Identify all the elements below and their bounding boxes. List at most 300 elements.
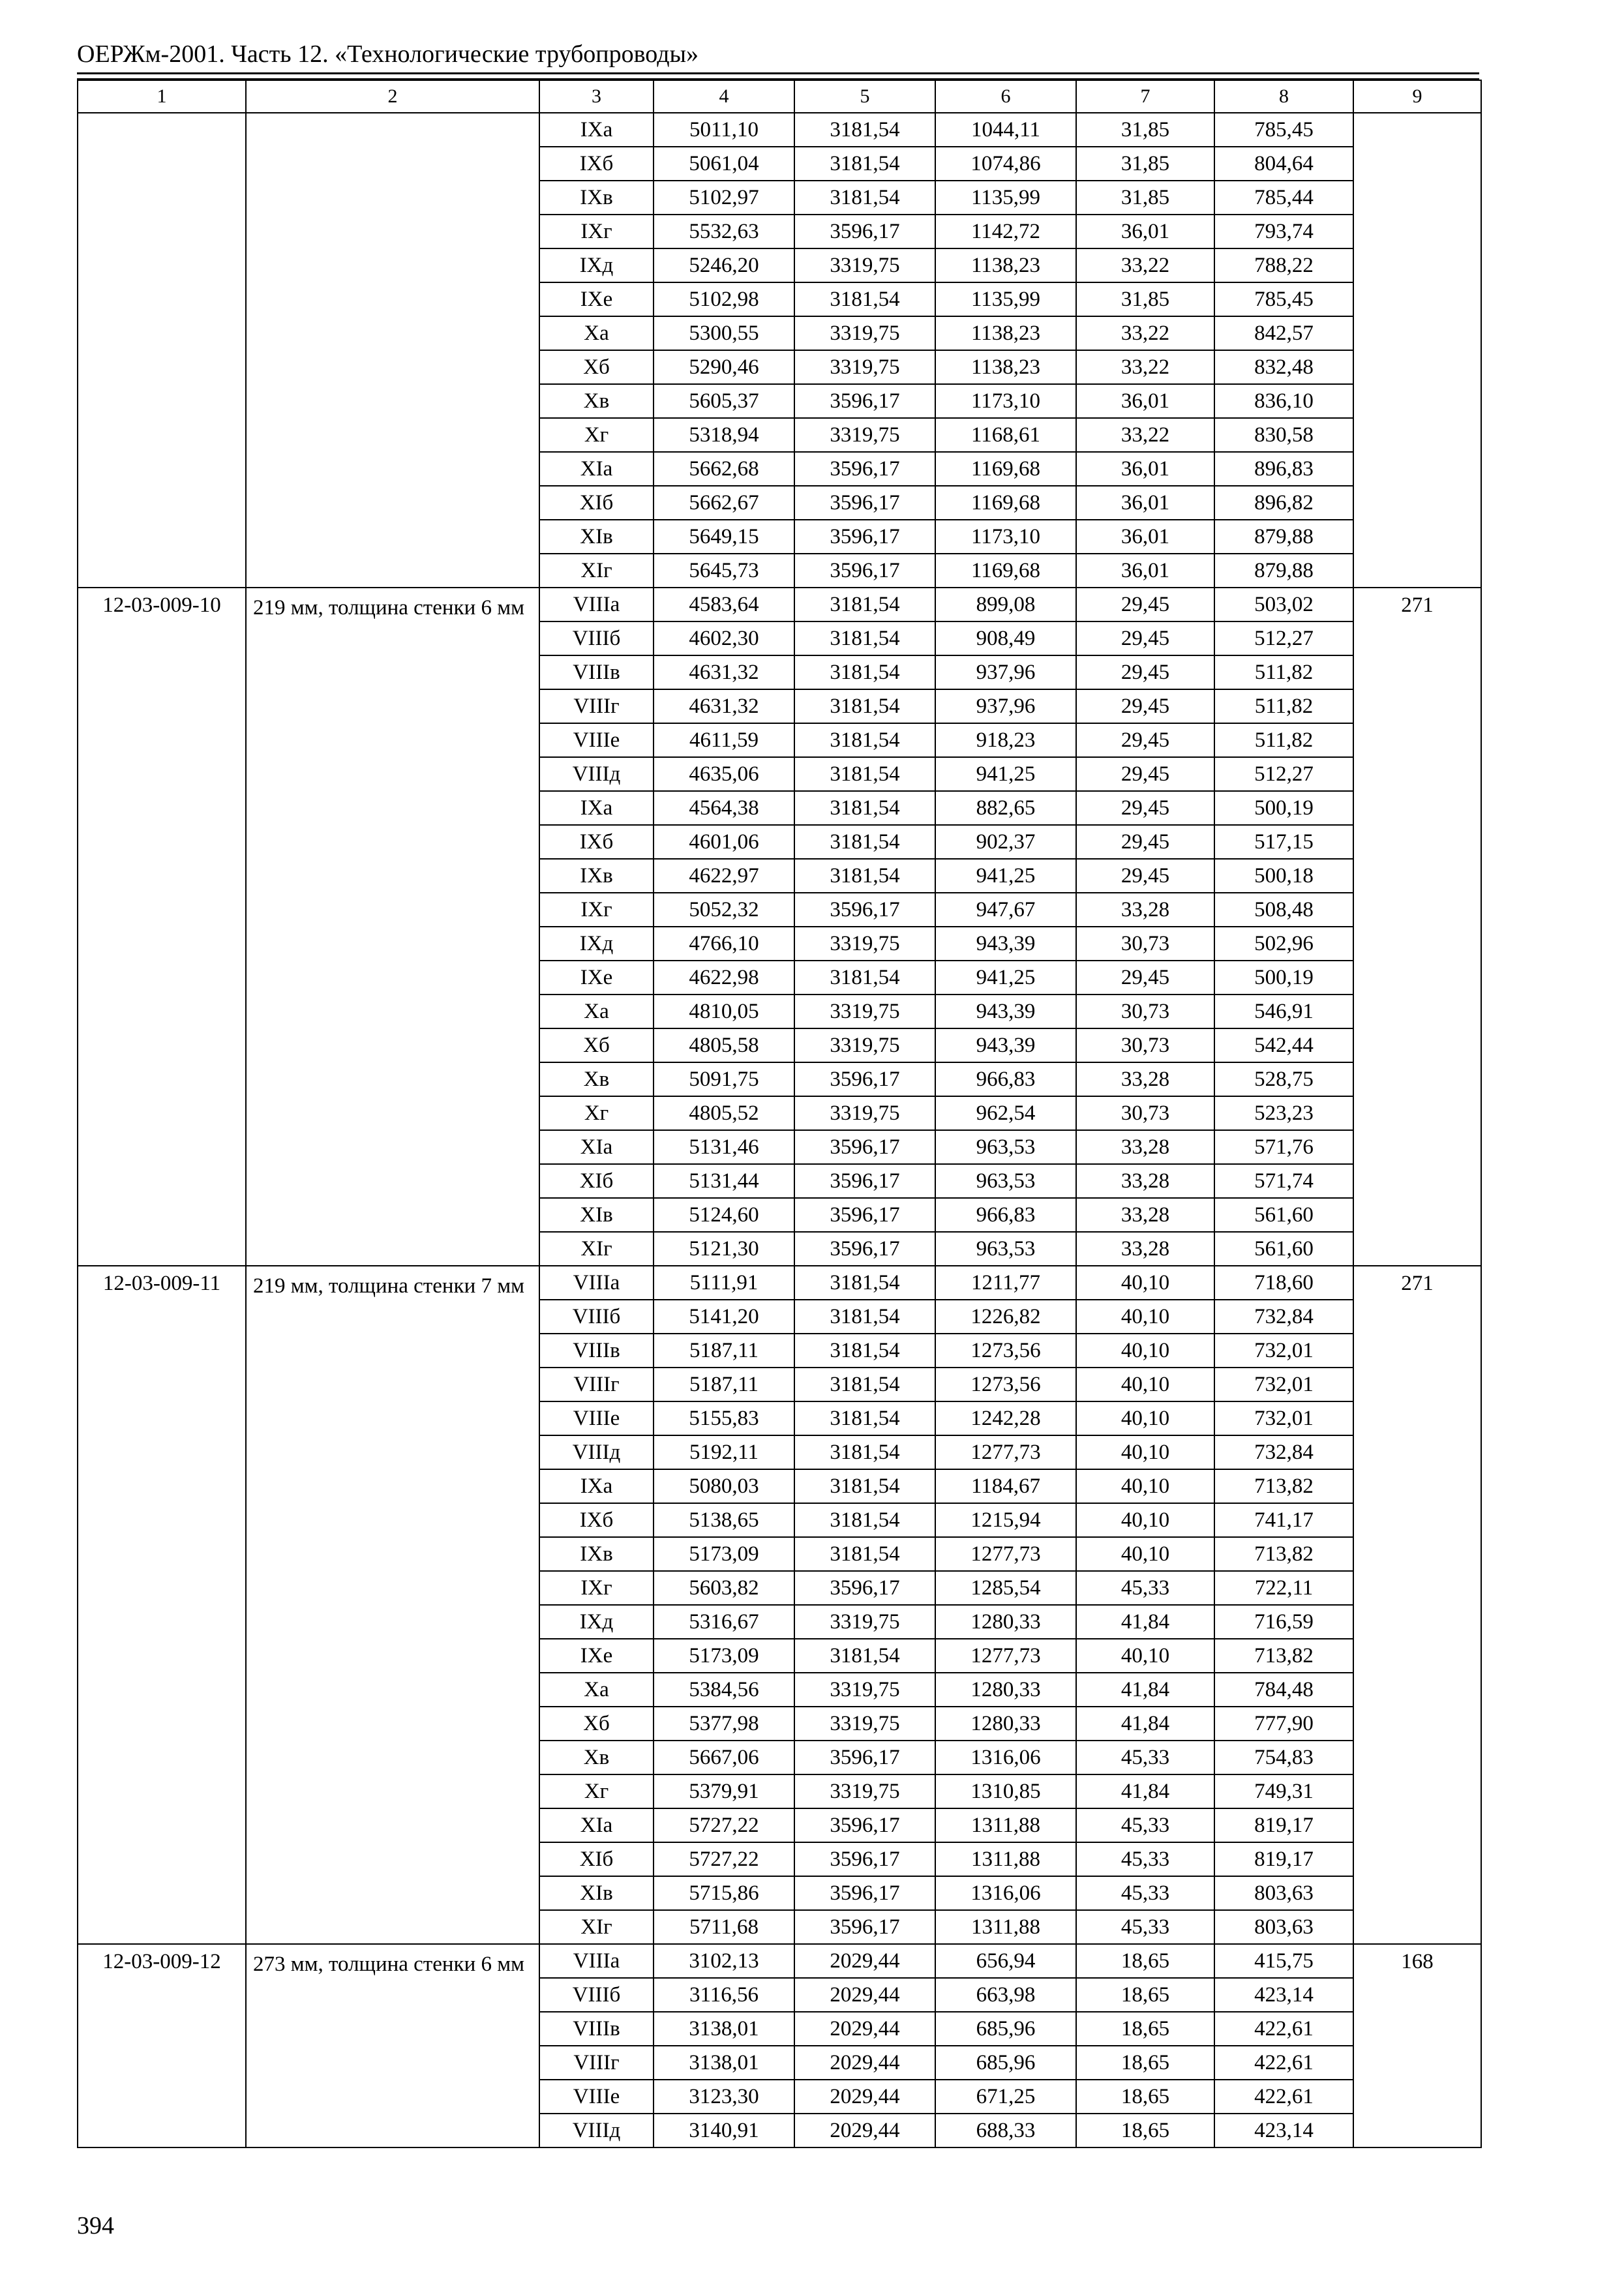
- zone-cell: IXд: [539, 248, 654, 282]
- driver-wage-cell: 45,33: [1076, 1571, 1214, 1605]
- machine-cost-cell: 1311,88: [935, 1910, 1076, 1944]
- labor-cost-cell: 3181,54: [794, 621, 935, 655]
- total-cost-cell: 5715,86: [654, 1876, 794, 1910]
- total-cost-cell: 3123,30: [654, 2080, 794, 2114]
- machine-cost-cell: 671,25: [935, 2080, 1076, 2114]
- zone-cell: VIIIв: [539, 655, 654, 689]
- materials-cost-cell: 804,64: [1214, 147, 1353, 181]
- labor-cost-cell: 3596,17: [794, 1842, 935, 1876]
- rates-table: [77, 80, 1482, 2148]
- labor-cost-cell: 3596,17: [794, 1198, 935, 1232]
- total-cost-cell: 3116,56: [654, 1978, 794, 2012]
- machine-cost-cell: 1184,67: [935, 1469, 1076, 1503]
- driver-wage-cell: 36,01: [1076, 520, 1214, 554]
- total-cost-cell: 5379,91: [654, 1774, 794, 1808]
- total-cost-cell: 3102,13: [654, 1944, 794, 1978]
- total-cost-cell: 5192,11: [654, 1435, 794, 1469]
- zone-cell: XIг: [539, 1232, 654, 1266]
- machine-cost-cell: 908,49: [935, 621, 1076, 655]
- labor-cost-cell: 3596,17: [794, 1164, 935, 1198]
- total-cost-cell: 4601,06: [654, 825, 794, 859]
- labor-cost-cell: 3181,54: [794, 961, 935, 995]
- labor-cost-cell: 2029,44: [794, 2046, 935, 2080]
- materials-cost-cell: 718,60: [1214, 1266, 1353, 1300]
- machine-cost-cell: 1138,23: [935, 248, 1076, 282]
- machine-cost-cell: 947,67: [935, 893, 1076, 927]
- driver-wage-cell: 31,85: [1076, 282, 1214, 316]
- driver-wage-cell: 29,45: [1076, 723, 1214, 757]
- machine-cost-cell: 1168,61: [935, 418, 1076, 452]
- materials-cost-cell: 523,23: [1214, 1096, 1353, 1130]
- labor-cost-cell: 3181,54: [794, 1300, 935, 1334]
- machine-cost-cell: 1169,68: [935, 452, 1076, 486]
- column-number-cell: 5: [794, 80, 935, 113]
- header-rule-thick: [77, 72, 1479, 74]
- total-cost-cell: 5102,98: [654, 282, 794, 316]
- item-code-cell: 12-03-009-12: [78, 1944, 246, 2147]
- materials-cost-cell: 741,17: [1214, 1503, 1353, 1537]
- machine-cost-cell: 1226,82: [935, 1300, 1076, 1334]
- total-cost-cell: 5111,91: [654, 1266, 794, 1300]
- total-cost-cell: 5011,10: [654, 113, 794, 147]
- materials-cost-cell: 819,17: [1214, 1808, 1353, 1842]
- materials-cost-cell: 502,96: [1214, 927, 1353, 961]
- total-cost-cell: 3138,01: [654, 2012, 794, 2046]
- zone-cell: VIIIе: [539, 2080, 654, 2114]
- total-cost-cell: 5316,67: [654, 1605, 794, 1639]
- zone-cell: XIв: [539, 1198, 654, 1232]
- driver-wage-cell: 40,10: [1076, 1503, 1214, 1537]
- total-cost-cell: 5187,11: [654, 1334, 794, 1368]
- total-cost-cell: 5532,63: [654, 215, 794, 248]
- materials-cost-cell: 512,27: [1214, 757, 1353, 791]
- labor-cost-cell: 3181,54: [794, 1435, 935, 1469]
- total-cost-cell: 4583,64: [654, 588, 794, 621]
- labor-cost-cell: 3319,75: [794, 1774, 935, 1808]
- zone-cell: IXе: [539, 282, 654, 316]
- machine-cost-cell: 943,39: [935, 1028, 1076, 1062]
- machine-cost-cell: 1273,56: [935, 1368, 1076, 1401]
- item-description-cell: [246, 113, 539, 588]
- materials-cost-cell: 713,82: [1214, 1639, 1353, 1673]
- item-description-cell: 219 мм, толщина стенки 7 мм: [246, 1266, 539, 1944]
- zone-cell: Xг: [539, 418, 654, 452]
- zone-cell: IXв: [539, 859, 654, 893]
- driver-wage-cell: 18,65: [1076, 2012, 1214, 2046]
- materials-cost-cell: 819,17: [1214, 1842, 1353, 1876]
- driver-wage-cell: 40,10: [1076, 1469, 1214, 1503]
- total-cost-cell: 4805,52: [654, 1096, 794, 1130]
- machine-cost-cell: 663,98: [935, 1978, 1076, 2012]
- zone-cell: VIIIв: [539, 1334, 654, 1368]
- machine-cost-cell: 1135,99: [935, 282, 1076, 316]
- zone-cell: VIIIд: [539, 2114, 654, 2147]
- total-cost-cell: 5290,46: [654, 350, 794, 384]
- driver-wage-cell: 45,33: [1076, 1876, 1214, 1910]
- machine-cost-cell: 1173,10: [935, 520, 1076, 554]
- labor-cost-cell: 3181,54: [794, 655, 935, 689]
- machine-cost-cell: 688,33: [935, 2114, 1076, 2147]
- driver-wage-cell: 29,45: [1076, 859, 1214, 893]
- labor-hours-cell: 271: [1353, 1266, 1481, 1944]
- labor-cost-cell: 3319,75: [794, 418, 935, 452]
- labor-cost-cell: 3181,54: [794, 1537, 935, 1571]
- zone-cell: IXв: [539, 1537, 654, 1571]
- column-number-cell: 1: [78, 80, 246, 113]
- machine-cost-cell: 1280,33: [935, 1707, 1076, 1741]
- labor-cost-cell: 3596,17: [794, 1910, 935, 1944]
- zone-cell: IXг: [539, 215, 654, 248]
- driver-wage-cell: 33,28: [1076, 1164, 1214, 1198]
- total-cost-cell: 5187,11: [654, 1368, 794, 1401]
- total-cost-cell: 4805,58: [654, 1028, 794, 1062]
- driver-wage-cell: 29,45: [1076, 791, 1214, 825]
- driver-wage-cell: 33,28: [1076, 1062, 1214, 1096]
- materials-cost-cell: 716,59: [1214, 1605, 1353, 1639]
- machine-cost-cell: 962,54: [935, 1096, 1076, 1130]
- total-cost-cell: 5645,73: [654, 554, 794, 588]
- total-cost-cell: 4635,06: [654, 757, 794, 791]
- materials-cost-cell: 788,22: [1214, 248, 1353, 282]
- materials-cost-cell: 713,82: [1214, 1537, 1353, 1571]
- column-number-cell: 8: [1214, 80, 1353, 113]
- zone-cell: VIIIг: [539, 1368, 654, 1401]
- machine-cost-cell: 1285,54: [935, 1571, 1076, 1605]
- zone-cell: IXд: [539, 927, 654, 961]
- labor-cost-cell: 3596,17: [794, 554, 935, 588]
- materials-cost-cell: 749,31: [1214, 1774, 1353, 1808]
- zone-cell: IXа: [539, 791, 654, 825]
- materials-cost-cell: 511,82: [1214, 655, 1353, 689]
- zone-cell: IXб: [539, 1503, 654, 1537]
- machine-cost-cell: 943,39: [935, 927, 1076, 961]
- labor-cost-cell: 3181,54: [794, 723, 935, 757]
- driver-wage-cell: 30,73: [1076, 1028, 1214, 1062]
- total-cost-cell: 4602,30: [654, 621, 794, 655]
- total-cost-cell: 5662,68: [654, 452, 794, 486]
- machine-cost-cell: 941,25: [935, 859, 1076, 893]
- driver-wage-cell: 18,65: [1076, 2114, 1214, 2147]
- total-cost-cell: 4622,97: [654, 859, 794, 893]
- machine-cost-cell: 1215,94: [935, 1503, 1076, 1537]
- machine-cost-cell: 1280,33: [935, 1673, 1076, 1707]
- materials-cost-cell: 879,88: [1214, 520, 1353, 554]
- driver-wage-cell: 18,65: [1076, 1944, 1214, 1978]
- materials-cost-cell: 793,74: [1214, 215, 1353, 248]
- driver-wage-cell: 29,45: [1076, 757, 1214, 791]
- zone-cell: XIб: [539, 486, 654, 520]
- total-cost-cell: 5131,46: [654, 1130, 794, 1164]
- machine-cost-cell: 882,65: [935, 791, 1076, 825]
- zone-cell: Xв: [539, 1062, 654, 1096]
- labor-cost-cell: 3181,54: [794, 1401, 935, 1435]
- zone-cell: IXе: [539, 1639, 654, 1673]
- driver-wage-cell: 40,10: [1076, 1401, 1214, 1435]
- materials-cost-cell: 896,83: [1214, 452, 1353, 486]
- table-row: [78, 588, 1481, 621]
- labor-cost-cell: 3596,17: [794, 520, 935, 554]
- column-number-cell: 3: [539, 80, 654, 113]
- materials-cost-cell: 571,76: [1214, 1130, 1353, 1164]
- materials-cost-cell: 528,75: [1214, 1062, 1353, 1096]
- materials-cost-cell: 830,58: [1214, 418, 1353, 452]
- total-cost-cell: 5727,22: [654, 1808, 794, 1842]
- materials-cost-cell: 754,83: [1214, 1741, 1353, 1774]
- machine-cost-cell: 656,94: [935, 1944, 1076, 1978]
- labor-cost-cell: 3181,54: [794, 147, 935, 181]
- machine-cost-cell: 1277,73: [935, 1435, 1076, 1469]
- driver-wage-cell: 33,22: [1076, 316, 1214, 350]
- labor-hours-cell: [1353, 113, 1481, 588]
- driver-wage-cell: 33,22: [1076, 418, 1214, 452]
- driver-wage-cell: 40,10: [1076, 1435, 1214, 1469]
- machine-cost-cell: 941,25: [935, 961, 1076, 995]
- table-body: [78, 80, 1481, 2147]
- zone-cell: VIIIб: [539, 1300, 654, 1334]
- table-row: [78, 113, 1481, 147]
- zone-cell: VIIIд: [539, 757, 654, 791]
- labor-cost-cell: 3596,17: [794, 1130, 935, 1164]
- zone-cell: XIв: [539, 520, 654, 554]
- driver-wage-cell: 45,33: [1076, 1910, 1214, 1944]
- materials-cost-cell: 508,48: [1214, 893, 1353, 927]
- driver-wage-cell: 29,45: [1076, 655, 1214, 689]
- total-cost-cell: 5080,03: [654, 1469, 794, 1503]
- zone-cell: Xа: [539, 1673, 654, 1707]
- item-code-cell: [78, 113, 246, 588]
- machine-cost-cell: 937,96: [935, 689, 1076, 723]
- zone-cell: Xа: [539, 316, 654, 350]
- materials-cost-cell: 713,82: [1214, 1469, 1353, 1503]
- materials-cost-cell: 503,02: [1214, 588, 1353, 621]
- driver-wage-cell: 29,45: [1076, 588, 1214, 621]
- labor-cost-cell: 3596,17: [794, 1571, 935, 1605]
- driver-wage-cell: 40,10: [1076, 1334, 1214, 1368]
- driver-wage-cell: 36,01: [1076, 384, 1214, 418]
- labor-cost-cell: 3181,54: [794, 757, 935, 791]
- machine-cost-cell: 685,96: [935, 2046, 1076, 2080]
- zone-cell: XIа: [539, 1130, 654, 1164]
- labor-cost-cell: 3596,17: [794, 1062, 935, 1096]
- materials-cost-cell: 500,18: [1214, 859, 1353, 893]
- driver-wage-cell: 40,10: [1076, 1300, 1214, 1334]
- zone-cell: XIа: [539, 1808, 654, 1842]
- machine-cost-cell: 1211,77: [935, 1266, 1076, 1300]
- machine-cost-cell: 1138,23: [935, 316, 1076, 350]
- materials-cost-cell: 896,82: [1214, 486, 1353, 520]
- labor-cost-cell: 3596,17: [794, 384, 935, 418]
- driver-wage-cell: 31,85: [1076, 181, 1214, 215]
- labor-cost-cell: 3181,54: [794, 282, 935, 316]
- total-cost-cell: 5300,55: [654, 316, 794, 350]
- machine-cost-cell: 1044,11: [935, 113, 1076, 147]
- materials-cost-cell: 836,10: [1214, 384, 1353, 418]
- machine-cost-cell: 1142,72: [935, 215, 1076, 248]
- labor-cost-cell: 3596,17: [794, 452, 935, 486]
- labor-cost-cell: 3181,54: [794, 791, 935, 825]
- driver-wage-cell: 33,28: [1076, 1198, 1214, 1232]
- machine-cost-cell: 1173,10: [935, 384, 1076, 418]
- zone-cell: VIIIг: [539, 2046, 654, 2080]
- driver-wage-cell: 29,45: [1076, 689, 1214, 723]
- labor-cost-cell: 2029,44: [794, 2080, 935, 2114]
- zone-cell: IXа: [539, 1469, 654, 1503]
- zone-cell: VIIIа: [539, 1944, 654, 1978]
- machine-cost-cell: 937,96: [935, 655, 1076, 689]
- labor-cost-cell: 2029,44: [794, 1978, 935, 2012]
- machine-cost-cell: 943,39: [935, 995, 1076, 1028]
- zone-cell: IXб: [539, 825, 654, 859]
- machine-cost-cell: 1311,88: [935, 1842, 1076, 1876]
- labor-cost-cell: 3181,54: [794, 859, 935, 893]
- machine-cost-cell: 918,23: [935, 723, 1076, 757]
- labor-cost-cell: 3596,17: [794, 1808, 935, 1842]
- machine-cost-cell: 941,25: [935, 757, 1076, 791]
- labor-cost-cell: 3319,75: [794, 1605, 935, 1639]
- materials-cost-cell: 732,01: [1214, 1334, 1353, 1368]
- zone-cell: Xб: [539, 350, 654, 384]
- labor-cost-cell: 3181,54: [794, 181, 935, 215]
- zone-cell: IXг: [539, 1571, 654, 1605]
- driver-wage-cell: 18,65: [1076, 2046, 1214, 2080]
- column-number-cell: 7: [1076, 80, 1214, 113]
- machine-cost-cell: 1311,88: [935, 1808, 1076, 1842]
- labor-cost-cell: 3319,75: [794, 316, 935, 350]
- machine-cost-cell: 902,37: [935, 825, 1076, 859]
- total-cost-cell: 5138,65: [654, 1503, 794, 1537]
- zone-cell: VIIIе: [539, 723, 654, 757]
- labor-cost-cell: 3319,75: [794, 1028, 935, 1062]
- driver-wage-cell: 40,10: [1076, 1639, 1214, 1673]
- total-cost-cell: 5603,82: [654, 1571, 794, 1605]
- machine-cost-cell: 1280,33: [935, 1605, 1076, 1639]
- driver-wage-cell: 18,65: [1076, 1978, 1214, 2012]
- machine-cost-cell: 966,83: [935, 1198, 1076, 1232]
- materials-cost-cell: 722,11: [1214, 1571, 1353, 1605]
- materials-cost-cell: 732,84: [1214, 1300, 1353, 1334]
- labor-cost-cell: 3181,54: [794, 1266, 935, 1300]
- column-number-cell: 9: [1353, 80, 1481, 113]
- labor-cost-cell: 3319,75: [794, 995, 935, 1028]
- materials-cost-cell: 422,61: [1214, 2080, 1353, 2114]
- total-cost-cell: 5667,06: [654, 1741, 794, 1774]
- zone-cell: VIIIб: [539, 621, 654, 655]
- materials-cost-cell: 511,82: [1214, 723, 1353, 757]
- driver-wage-cell: 36,01: [1076, 486, 1214, 520]
- column-number-cell: 4: [654, 80, 794, 113]
- item-description-cell: 273 мм, толщина стенки 6 мм: [246, 1944, 539, 2147]
- zone-cell: VIIIа: [539, 588, 654, 621]
- driver-wage-cell: 18,65: [1076, 2080, 1214, 2114]
- labor-cost-cell: 3596,17: [794, 893, 935, 927]
- machine-cost-cell: 1277,73: [935, 1639, 1076, 1673]
- labor-cost-cell: 2029,44: [794, 2012, 935, 2046]
- zone-cell: XIб: [539, 1842, 654, 1876]
- total-cost-cell: 5173,09: [654, 1639, 794, 1673]
- column-number-cell: 2: [246, 80, 539, 113]
- item-description-cell: 219 мм, толщина стенки 6 мм: [246, 588, 539, 1266]
- materials-cost-cell: 571,74: [1214, 1164, 1353, 1198]
- page-number: 394: [77, 2212, 114, 2239]
- driver-wage-cell: 40,10: [1076, 1266, 1214, 1300]
- driver-wage-cell: 30,73: [1076, 995, 1214, 1028]
- materials-cost-cell: 517,15: [1214, 825, 1353, 859]
- total-cost-cell: 4564,38: [654, 791, 794, 825]
- machine-cost-cell: 1138,23: [935, 350, 1076, 384]
- labor-hours-cell: 168: [1353, 1944, 1481, 2147]
- total-cost-cell: 5173,09: [654, 1537, 794, 1571]
- labor-cost-cell: 3181,54: [794, 1368, 935, 1401]
- labor-cost-cell: 3181,54: [794, 825, 935, 859]
- materials-cost-cell: 777,90: [1214, 1707, 1353, 1741]
- materials-cost-cell: 732,01: [1214, 1368, 1353, 1401]
- zone-cell: Xв: [539, 1741, 654, 1774]
- zone-cell: XIг: [539, 1910, 654, 1944]
- total-cost-cell: 5131,44: [654, 1164, 794, 1198]
- zone-cell: IXв: [539, 181, 654, 215]
- zone-cell: IXе: [539, 961, 654, 995]
- driver-wage-cell: 41,84: [1076, 1673, 1214, 1707]
- labor-cost-cell: 3319,75: [794, 248, 935, 282]
- labor-cost-cell: 3596,17: [794, 486, 935, 520]
- zone-cell: VIIIг: [539, 689, 654, 723]
- zone-cell: XIа: [539, 452, 654, 486]
- total-cost-cell: 4810,05: [654, 995, 794, 1028]
- materials-cost-cell: 512,27: [1214, 621, 1353, 655]
- materials-cost-cell: 546,91: [1214, 995, 1353, 1028]
- zone-cell: VIIIд: [539, 1435, 654, 1469]
- driver-wage-cell: 36,01: [1076, 215, 1214, 248]
- machine-cost-cell: 966,83: [935, 1062, 1076, 1096]
- total-cost-cell: 5061,04: [654, 147, 794, 181]
- labor-cost-cell: 3596,17: [794, 215, 935, 248]
- total-cost-cell: 3140,91: [654, 2114, 794, 2147]
- machine-cost-cell: 899,08: [935, 588, 1076, 621]
- labor-cost-cell: 3181,54: [794, 1469, 935, 1503]
- zone-cell: IXг: [539, 893, 654, 927]
- table-row: [78, 1266, 1481, 1300]
- labor-cost-cell: 3181,54: [794, 1334, 935, 1368]
- total-cost-cell: 4611,59: [654, 723, 794, 757]
- item-code-cell: 12-03-009-10: [78, 588, 246, 1266]
- machine-cost-cell: 1273,56: [935, 1334, 1076, 1368]
- zone-cell: Xг: [539, 1774, 654, 1808]
- materials-cost-cell: 511,82: [1214, 689, 1353, 723]
- total-cost-cell: 5649,15: [654, 520, 794, 554]
- labor-cost-cell: 3181,54: [794, 1503, 935, 1537]
- driver-wage-cell: 41,84: [1076, 1774, 1214, 1808]
- driver-wage-cell: 45,33: [1076, 1842, 1214, 1876]
- total-cost-cell: 5141,20: [654, 1300, 794, 1334]
- machine-cost-cell: 1277,73: [935, 1537, 1076, 1571]
- labor-cost-cell: 3319,75: [794, 1673, 935, 1707]
- labor-cost-cell: 3596,17: [794, 1232, 935, 1266]
- materials-cost-cell: 785,44: [1214, 181, 1353, 215]
- machine-cost-cell: 1316,06: [935, 1741, 1076, 1774]
- labor-cost-cell: 2029,44: [794, 2114, 935, 2147]
- driver-wage-cell: 31,85: [1076, 147, 1214, 181]
- driver-wage-cell: 33,28: [1076, 1232, 1214, 1266]
- driver-wage-cell: 31,85: [1076, 113, 1214, 147]
- driver-wage-cell: 33,22: [1076, 248, 1214, 282]
- materials-cost-cell: 422,61: [1214, 2046, 1353, 2080]
- column-number-row: [78, 80, 1481, 113]
- total-cost-cell: 4622,98: [654, 961, 794, 995]
- machine-cost-cell: 963,53: [935, 1130, 1076, 1164]
- materials-cost-cell: 423,14: [1214, 2114, 1353, 2147]
- total-cost-cell: 5318,94: [654, 418, 794, 452]
- materials-cost-cell: 832,48: [1214, 350, 1353, 384]
